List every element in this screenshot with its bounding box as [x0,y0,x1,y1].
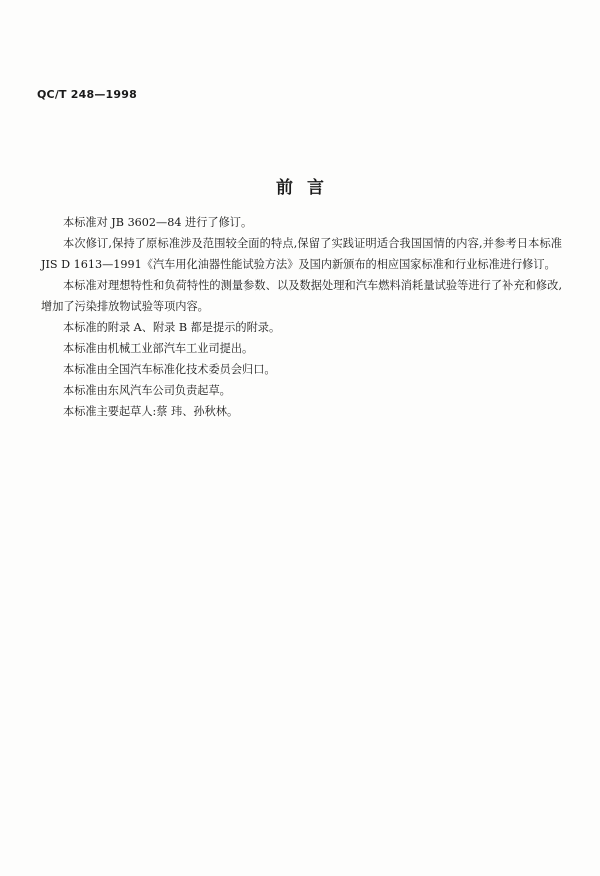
document-body [41,212,562,422]
paragraph-revision: 本标准对 JB 3602—84 进行了修订。 [63,216,253,229]
page-title: 前言 [276,178,338,198]
paragraph-drafting-unit: 本标准由东风汽车公司负责起草。 [63,384,231,397]
paragraph-proposer: 本标准由机械工业部汽车工业司提出。 [63,342,254,355]
paragraph-drafters: 本标准主要起草人:蔡 玮、孙秋林。 [63,405,239,418]
paragraph-revision-details: 本次修订,保持了原标准涉及范围较全面的特点,保留了实践证明适合我国国情的内容,并参考日本标准 JIS D 1613—1991《汽车用化油器性能试验方法》及国内新颁布的相应国家标准和行业标准进行修订。 [41,237,562,271]
standard-code: QC/T 248—1998 [37,88,137,101]
paragraph-appendices: 本标准的附录 A、附录 B 都是提示的附录。 [63,321,281,334]
paragraph-supplements: 本标准对理想特性和负荷特性的测量参数、以及数据处理和汽车燃料消耗量试验等进行了补充和修改,增加了污染排放物试验等项内容。 [41,279,562,313]
paragraph-administrator: 本标准由全国汽车标准化技术委员会归口。 [63,363,276,376]
